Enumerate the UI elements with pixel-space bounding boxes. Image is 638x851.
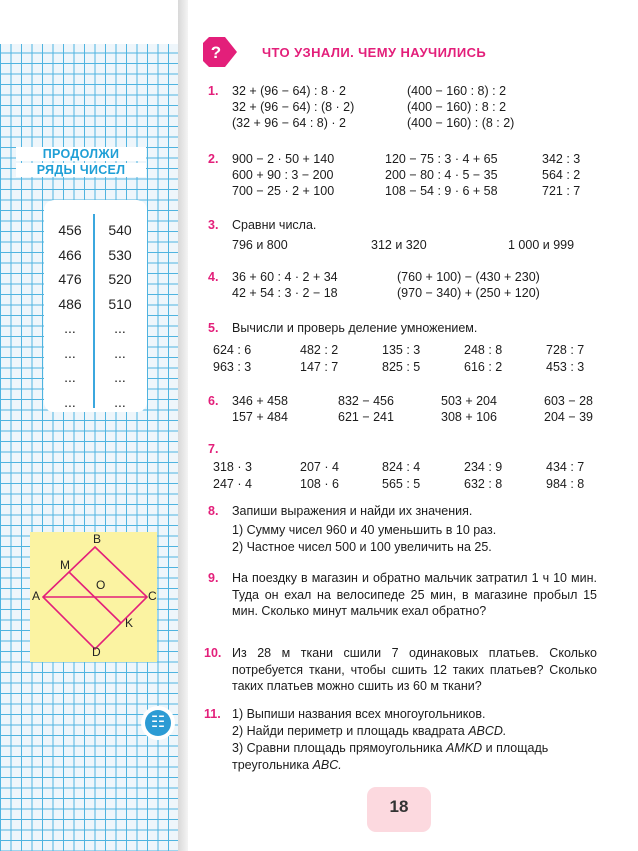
expression: 42 + 54 : 3 · 2 − 18 [232,286,338,300]
expression: 147 : 7 [300,360,339,374]
sequence-value: 540 [108,222,132,238]
expression: 157 + 484 [232,410,288,424]
sequence-value: ... [114,393,126,410]
sequence-right-column [100,218,140,414]
sequence-value: ... [114,369,126,385]
expression: 248 : 8 [464,343,503,357]
expression: 247 · 4 [213,477,252,491]
comparison-pair: 312 и 320 [371,238,427,252]
task-text: Вычисли и проверь деление умножением. [232,321,478,335]
question-arrow-icon [203,37,237,67]
sequence-value: 456 [58,222,82,238]
sequence-value: ... [114,320,126,336]
label-b: B [93,532,102,546]
expression: 963 : 3 [213,360,252,374]
expression: 120 − 75 : 3 · 4 + 65 [385,152,498,166]
page-number-badge [367,787,431,832]
expression: 453 : 3 [546,360,585,374]
expression: 632 : 8 [464,477,503,491]
expression: 36 + 60 : 4 · 2 + 34 [232,270,338,284]
expression: 207 · 4 [300,460,339,474]
expression: 434 : 7 [546,460,585,474]
book-spine [178,0,188,851]
expression: 621 − 241 [338,410,394,424]
sequence-value: ... [64,320,76,336]
expression: 832 − 456 [338,394,394,408]
task-item: 1) Выпиши названия всех многоугольников. [232,707,486,721]
sidebar-title-line2: РЯДЫ ЧИСЕЛ [16,163,146,177]
task-number: 7. [208,442,219,456]
expression: 825 : 5 [382,360,421,374]
page-title: ЧТО УЗНАЛИ. ЧЕМУ НАУЧИЛИСЬ [262,45,487,60]
sequence-left-column [50,218,90,414]
expression: 616 : 2 [464,360,503,374]
expression: 728 : 7 [546,343,585,357]
expression: 984 : 8 [546,477,585,491]
task-text: Сравни числа. [232,218,317,232]
expression: 600 + 90 : 3 − 200 [232,168,334,182]
sequence-value: 520 [108,271,132,287]
sequence-value: 510 [108,295,132,312]
figure-name: ABCD. [468,724,507,738]
task-item: 1) Сумму чисел 960 и 40 уменьшить в 10 раз. [232,523,497,537]
sequence-value: 486 [58,295,82,312]
sequence-value: 530 [108,246,132,263]
expression: 342 : 3 [542,152,581,166]
figure-name: ABC. [312,758,342,772]
sequence-value: ... [64,393,76,410]
expression: 318 · 3 [213,460,252,474]
expression: 721 : 7 [542,184,581,198]
expression: 32 + (96 − 64) : (8 · 2) [232,100,355,114]
task-item-text: 2) Найди периметр и площадь квадрата [232,724,469,738]
label-c: C [148,589,157,603]
square-diagram [30,532,157,662]
label-m: M [60,558,70,572]
figure-name: AMKD [446,741,483,755]
expression: 346 + 458 [232,394,288,408]
expression: 308 + 106 [441,410,497,424]
expression: 700 − 25 · 2 + 100 [232,184,335,198]
expression: 824 : 4 [382,460,421,474]
expression: (32 + 96 − 64 : 8) · 2 [232,116,346,130]
expression: 603 − 28 [544,394,594,408]
sequence-value: ... [64,344,76,361]
task-item-text: 3) Сравни площадь прямоугольника [232,741,447,755]
label-d: D [92,645,101,659]
expression: 200 − 80 : 4 · 5 − 35 [385,168,498,182]
svg-text:?: ? [210,43,222,62]
sequence-value: 466 [58,246,82,263]
sequence-value: 476 [58,271,82,287]
globe-glyph: ☷ [145,710,171,736]
task-text: На поездку в магазин и обратно мальчик затратил 1 ч 10 мин. Туда он ехал на велосипеде 25 мин, в магазине пробыл 15 мин. Сколько минут мальчик ехал обратно? [232,571,597,618]
task-item [232,757,342,773]
task-item [232,723,506,739]
task-number: 6. [208,394,219,408]
task-number: 8. [208,504,219,518]
expression: 204 − 39 [544,410,594,424]
task-number: 2. [208,152,219,166]
sidebar-top-margin [0,0,178,44]
expression: 135 : 3 [382,343,421,357]
sidebar-title-line1: ПРОДОЛЖИ [16,147,146,161]
geometry-figure [30,532,157,662]
expression: 482 : 2 [300,343,339,357]
number-sequences-box [44,200,147,412]
expression: 32 + (96 − 64) : 8 · 2 [232,84,346,98]
page-number: 18 [389,797,409,816]
expression: 503 + 204 [441,394,497,408]
label-a: A [32,589,41,603]
comparison-pair: 796 и 800 [232,238,288,252]
expression: 234 : 9 [464,460,503,474]
expression: (400 − 160) : 8 : 2 [407,100,507,114]
expression: 565 : 5 [382,477,421,491]
expression: (970 − 340) + (250 + 120) [397,286,540,300]
comparison-pair: 1 000 и 999 [508,238,575,252]
task-item: 2) Частное чисел 500 и 100 увеличить на 25. [232,540,492,554]
task-item [232,740,548,756]
globe-icon[interactable] [141,706,175,740]
expression: 108 − 54 : 9 · 6 + 58 [385,184,498,198]
task-number: 9. [208,571,219,585]
task-number: 10. [204,646,222,660]
task-number: 3. [208,218,219,232]
task-item-text: и площадь [482,741,549,755]
expression: (760 + 100) − (430 + 230) [397,270,540,284]
task-text: Из 28 м ткани сшили 7 одинаковых платьев. Сколько потребуется ткани, чтобы сшить 12 таких платьев? Сколько таких платьев можно сшить из 60 м ткани? [232,646,597,693]
expression: 900 − 2 · 50 + 140 [232,152,335,166]
sequence-divider [93,214,95,408]
expression: 108 · 6 [300,477,339,491]
task-item-text: треугольника [232,758,313,772]
task-number: 1. [208,84,219,98]
task-number: 4. [208,270,219,284]
expression: (400 − 160) : (8 : 2) [407,116,515,130]
expression: (400 − 160 : 8) : 2 [407,84,507,98]
task-number: 5. [208,321,219,335]
expression: 564 : 2 [542,168,581,182]
label-o: O [96,578,106,592]
label-k: K [125,616,134,630]
task-text: Запиши выражения и найди их значения. [232,504,473,518]
sequence-value: ... [114,344,126,361]
expression: 624 : 6 [213,343,252,357]
task-number: 11. [204,707,221,721]
sequence-value: ... [64,369,76,385]
